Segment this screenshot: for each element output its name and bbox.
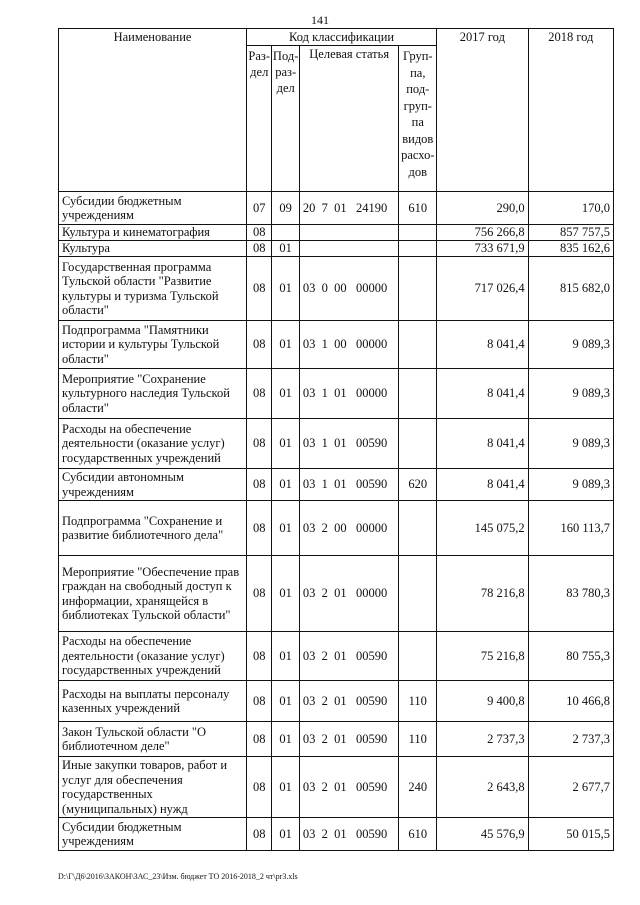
row-2017: 9 400,8 — [437, 681, 528, 722]
row-name: Расходы на выплаты персоналу казенных учреждений — [59, 681, 247, 722]
row-vid — [399, 556, 437, 632]
row-statya: 03 2 01 00590 — [299, 632, 399, 681]
page-number: 141 — [311, 13, 329, 27]
table-row — [59, 192, 614, 225]
row-2018: 9 089,3 — [528, 419, 613, 469]
row-2017: 733 671,9 — [437, 241, 528, 257]
table-row — [59, 257, 614, 321]
row-razdel: 08 — [247, 257, 272, 321]
row-razdel: 08 — [247, 722, 272, 757]
row-razdel: 08 — [247, 632, 272, 681]
header-name: Наименование — [59, 29, 247, 192]
row-name: Расходы на обеспечение деятельности (оказание услуг) государственных учреждений — [59, 419, 247, 469]
table-row — [59, 556, 614, 632]
row-name: Расходы на обеспечение деятельности (оказание услуг) государственных учреждений — [59, 632, 247, 681]
row-name: Субсидии бюджетным учреждениям — [59, 818, 247, 851]
row-podrazdel: 01 — [272, 556, 299, 632]
row-2018: 2 737,3 — [528, 722, 613, 757]
row-2017: 45 576,9 — [437, 818, 528, 851]
row-name: Субсидии автономным учреждениям — [59, 469, 247, 501]
row-2017: 2 737,3 — [437, 722, 528, 757]
row-statya: 03 2 01 00590 — [299, 722, 399, 757]
row-statya: 03 2 01 00590 — [299, 757, 399, 818]
row-vid: 110 — [399, 681, 437, 722]
row-2017: 717 026,4 — [437, 257, 528, 321]
table-row — [59, 241, 614, 257]
row-razdel: 08 — [247, 321, 272, 369]
row-vid — [399, 321, 437, 369]
table-row — [59, 501, 614, 556]
row-name: Закон Тульской области "О библиотечном деле" — [59, 722, 247, 757]
row-podrazdel: 01 — [272, 681, 299, 722]
row-statya: 03 2 01 00590 — [299, 818, 399, 851]
header-statya: Целевая статья — [299, 46, 399, 192]
row-statya: 03 1 01 00590 — [299, 419, 399, 469]
row-name: Культура — [59, 241, 247, 257]
row-podrazdel: 01 — [272, 501, 299, 556]
row-razdel: 08 — [247, 556, 272, 632]
row-2018: 857 757,5 — [528, 225, 613, 241]
row-podrazdel: 01 — [272, 369, 299, 419]
row-vid: 240 — [399, 757, 437, 818]
table-row — [59, 225, 614, 241]
header-code: Код классификации — [247, 29, 437, 46]
row-statya — [299, 225, 399, 241]
row-name: Подпрограмма "Сохранение и развитие библиотечного дела" — [59, 501, 247, 556]
row-vid — [399, 419, 437, 469]
table-row — [59, 469, 614, 501]
row-2017: 8 041,4 — [437, 469, 528, 501]
header-razdel: Раз- дел — [247, 46, 272, 192]
row-2018: 835 162,6 — [528, 241, 613, 257]
row-2018: 50 015,5 — [528, 818, 613, 851]
row-statya: 03 0 00 00000 — [299, 257, 399, 321]
row-statya: 03 2 01 00590 — [299, 681, 399, 722]
row-statya: 03 1 00 00000 — [299, 321, 399, 369]
row-2018: 160 113,7 — [528, 501, 613, 556]
row-name: Мероприятие "Обеспечение прав граждан на свободный доступ к информации, хранящейся в библиотеках Тульской области" — [59, 556, 247, 632]
row-statya: 03 2 01 00000 — [299, 556, 399, 632]
row-2018: 9 089,3 — [528, 469, 613, 501]
row-razdel: 07 — [247, 192, 272, 225]
file-path-footer: D:\Г\Д6\2016\ЗАКОН\ЗАС_23\Изм. бюджет ТО 2016-2018_2 чт\pr3.xls — [58, 872, 298, 881]
row-name: Культура и кинематография — [59, 225, 247, 241]
row-name: Государственная программа Тульской области "Развитие культуры и туризма Тульской области" — [59, 257, 247, 321]
row-statya: 20 7 01 24190 — [299, 192, 399, 225]
header-vid: Груп- па, под- груп- па видов расхо- дов — [399, 46, 437, 192]
row-podrazdel: 01 — [272, 321, 299, 369]
row-razdel: 08 — [247, 681, 272, 722]
row-vid — [399, 257, 437, 321]
row-2018: 170,0 — [528, 192, 613, 225]
row-podrazdel: 09 — [272, 192, 299, 225]
row-name: Субсидии бюджетным учреждениям — [59, 192, 247, 225]
row-podrazdel: 01 — [272, 241, 299, 257]
row-2017: 290,0 — [437, 192, 528, 225]
row-razdel: 08 — [247, 469, 272, 501]
row-2017: 756 266,8 — [437, 225, 528, 241]
row-2018: 9 089,3 — [528, 321, 613, 369]
table-row — [59, 632, 614, 681]
row-podrazdel: 01 — [272, 469, 299, 501]
table-row — [59, 369, 614, 419]
table-row — [59, 419, 614, 469]
table-header — [59, 29, 614, 192]
row-name: Мероприятие "Сохранение культурного наследия Тульской области" — [59, 369, 247, 419]
row-2017: 2 643,8 — [437, 757, 528, 818]
row-podrazdel: 01 — [272, 757, 299, 818]
header-2017: 2017 год — [437, 29, 528, 192]
row-razdel: 08 — [247, 501, 272, 556]
row-vid — [399, 632, 437, 681]
row-2018: 815 682,0 — [528, 257, 613, 321]
row-razdel: 08 — [247, 241, 272, 257]
row-razdel: 08 — [247, 369, 272, 419]
table-row — [59, 681, 614, 722]
row-2018: 2 677,7 — [528, 757, 613, 818]
header-podrazdel: Под- раз- дел — [272, 46, 299, 192]
row-podrazdel: 01 — [272, 818, 299, 851]
row-name: Подпрограмма "Памятники истории и культуры Тульской области" — [59, 321, 247, 369]
row-podrazdel: 01 — [272, 632, 299, 681]
budget-table — [58, 28, 614, 851]
row-razdel: 08 — [247, 225, 272, 241]
row-razdel: 08 — [247, 419, 272, 469]
row-2017: 145 075,2 — [437, 501, 528, 556]
row-2017: 78 216,8 — [437, 556, 528, 632]
row-razdel: 08 — [247, 818, 272, 851]
table-row — [59, 321, 614, 369]
row-2017: 8 041,4 — [437, 419, 528, 469]
table-body — [59, 192, 614, 851]
row-2018: 10 466,8 — [528, 681, 613, 722]
row-2018: 83 780,3 — [528, 556, 613, 632]
row-2017: 8 041,4 — [437, 321, 528, 369]
row-statya — [299, 241, 399, 257]
table-row — [59, 757, 614, 818]
row-2017: 8 041,4 — [437, 369, 528, 419]
table-row — [59, 722, 614, 757]
row-vid: 610 — [399, 818, 437, 851]
row-2017: 75 216,8 — [437, 632, 528, 681]
row-podrazdel — [272, 225, 299, 241]
row-statya: 03 1 01 00590 — [299, 469, 399, 501]
row-name: Иные закупки товаров, работ и услуг для обеспечения государственных (муниципальных) нужд — [59, 757, 247, 818]
row-podrazdel: 01 — [272, 722, 299, 757]
row-statya: 03 2 00 00000 — [299, 501, 399, 556]
row-vid — [399, 501, 437, 556]
row-2018: 80 755,3 — [528, 632, 613, 681]
row-vid: 620 — [399, 469, 437, 501]
row-vid — [399, 241, 437, 257]
row-podrazdel: 01 — [272, 419, 299, 469]
row-statya: 03 1 01 00000 — [299, 369, 399, 419]
row-razdel: 08 — [247, 757, 272, 818]
table-row — [59, 818, 614, 851]
header-2018: 2018 год — [528, 29, 613, 192]
row-vid — [399, 369, 437, 419]
row-vid: 610 — [399, 192, 437, 225]
row-vid: 110 — [399, 722, 437, 757]
row-podrazdel: 01 — [272, 257, 299, 321]
row-2018: 9 089,3 — [528, 369, 613, 419]
row-vid — [399, 225, 437, 241]
